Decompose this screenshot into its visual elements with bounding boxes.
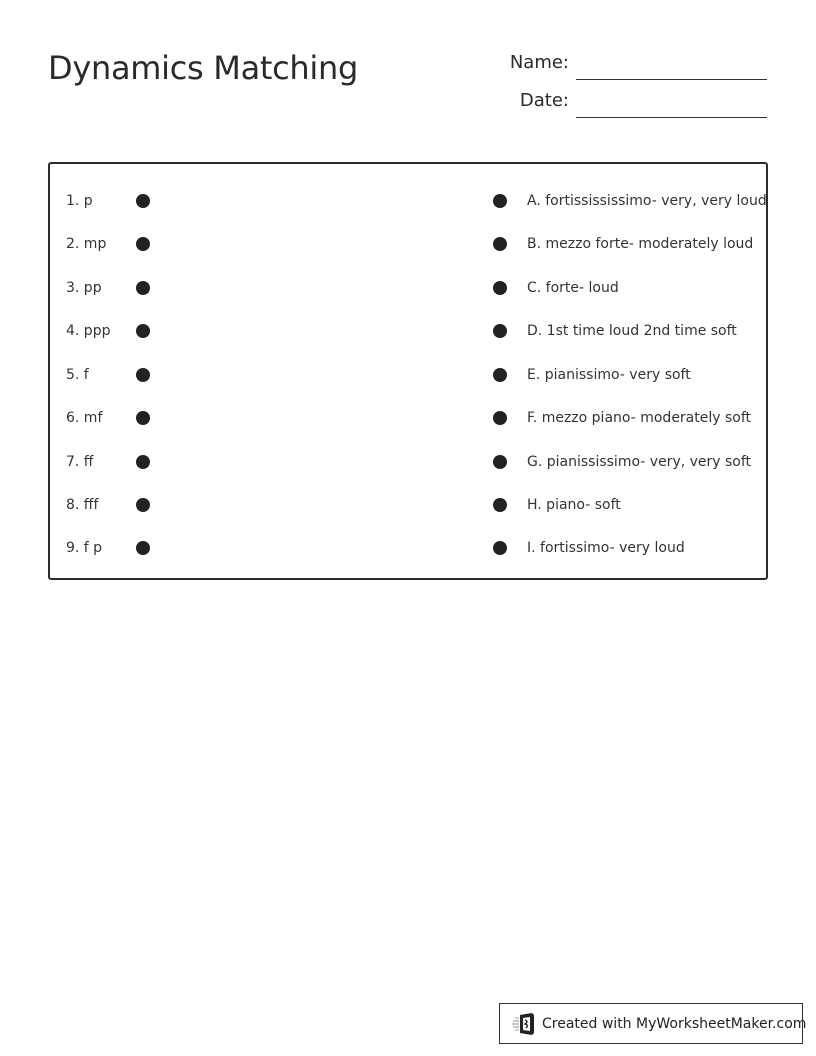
right-item: [493, 495, 621, 515]
left-connector-dot[interactable]: [136, 368, 150, 382]
left-item: [66, 365, 150, 385]
definition-label: G. pianississimo- very, very soft: [527, 454, 752, 470]
definition-label: B. mezzo forte- moderately loud: [527, 236, 754, 252]
term-label: 9. f p: [66, 540, 103, 556]
right-item: [493, 234, 753, 254]
definition-label: H. piano- soft: [527, 497, 621, 513]
right-connector-dot[interactable]: [493, 194, 507, 208]
name-input-line[interactable]: [576, 57, 767, 80]
right-connector-dot[interactable]: [493, 455, 507, 469]
left-connector-dot[interactable]: [136, 541, 150, 555]
term-label: 2. mp: [66, 236, 107, 252]
term-label: 7. ff: [66, 454, 94, 470]
definition-label: E. pianissimo- very soft: [527, 367, 691, 383]
date-label: Date:: [519, 90, 569, 111]
term-label: 1. p: [66, 193, 93, 209]
right-connector-dot[interactable]: [493, 541, 507, 555]
term-label: 4. ppp: [66, 323, 111, 339]
left-item: [66, 408, 150, 428]
right-item: [493, 365, 691, 385]
definition-label: I. fortissimo- very loud: [527, 540, 685, 556]
left-connector-dot[interactable]: [136, 237, 150, 251]
worksheet-logo-icon: [512, 1013, 536, 1035]
name-label: Name:: [509, 52, 569, 73]
matching-box: [48, 162, 768, 580]
term-label: 6. mf: [66, 410, 103, 426]
term-label: 5. f: [66, 367, 89, 383]
right-item: [493, 452, 751, 472]
definition-label: D. 1st time loud 2nd time soft: [527, 323, 737, 339]
right-item: [493, 408, 751, 428]
definition-label: A. fortissississimo- very, very loud: [527, 193, 767, 209]
left-connector-dot[interactable]: [136, 498, 150, 512]
left-connector-dot[interactable]: [136, 194, 150, 208]
footer-credit-badge[interactable]: [499, 1003, 807, 1044]
left-item: [66, 452, 150, 472]
left-item: [66, 191, 150, 211]
left-item: [66, 495, 150, 515]
date-field: [499, 90, 767, 112]
left-connector-dot[interactable]: [136, 324, 150, 338]
right-item: [493, 278, 619, 298]
left-item: [66, 538, 150, 558]
right-connector-dot[interactable]: [493, 237, 507, 251]
right-connector-dot[interactable]: [493, 281, 507, 295]
worksheet-title: Dynamics Matching: [48, 49, 358, 87]
term-label: 3. pp: [66, 280, 102, 296]
right-item: [493, 321, 737, 341]
right-item: [493, 191, 767, 211]
left-connector-dot[interactable]: [136, 455, 150, 469]
right-connector-dot[interactable]: [493, 324, 507, 338]
footer-credit-text: Created with MyWorksheetMaker.com: [542, 1015, 807, 1032]
right-connector-dot[interactable]: [493, 498, 507, 512]
right-connector-dot[interactable]: [493, 368, 507, 382]
left-connector-dot[interactable]: [136, 411, 150, 425]
definition-label: F. mezzo piano- moderately soft: [527, 410, 752, 426]
date-input-line[interactable]: [576, 95, 767, 118]
right-item: [493, 538, 685, 558]
name-field: [499, 52, 767, 74]
left-item: [66, 278, 150, 298]
term-label: 8. fff: [66, 497, 99, 513]
right-connector-dot[interactable]: [493, 411, 507, 425]
left-item: [66, 321, 150, 341]
definition-label: C. forte- loud: [527, 280, 619, 296]
left-item: [66, 234, 150, 254]
left-connector-dot[interactable]: [136, 281, 150, 295]
